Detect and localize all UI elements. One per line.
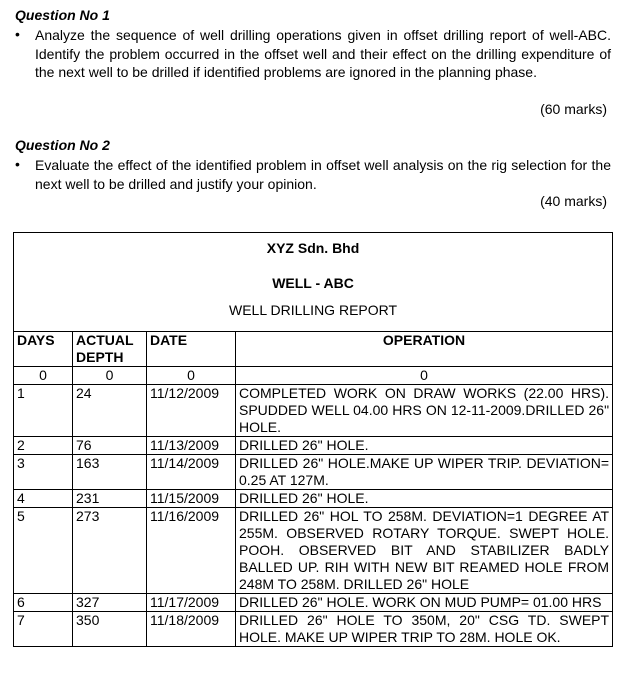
cell-operation: DRILLED 26" HOLE. [236,437,613,455]
table-row [14,367,613,385]
cell-date: 11/17/2009 [147,594,236,612]
cell-operation: DRILLED 26" HOLE TO 350M, 20" CSG TD. SWEPT HOLE. MAKE UP WIPER TRIP TO 28M. HOLE OK. [236,612,613,647]
cell-operation: DRILLED 26" HOLE. WORK ON MUD PUMP= 01.00 HRS [236,594,613,612]
cell-date: 11/18/2009 [147,612,236,647]
cell-day: 2 [14,437,73,455]
table-row [14,612,613,647]
table-row [14,385,613,437]
cell-operation: 0 [236,367,613,385]
table-row [14,594,613,612]
table-row [14,455,613,490]
well-name: WELL - ABC [272,275,354,291]
table-row [14,437,613,455]
question-1-text: Analyze the sequence of well drilling operations given in offset drilling report of well-ABC. Identify the problem occurred in the offset well and their effect on the drilling expenditure of the next well to be drilled if identified problems are ignored in the planning phase. [35,27,611,80]
cell-depth: 350 [73,612,147,647]
question-2-marks: (40 marks) [540,193,607,209]
cell-day: 3 [14,455,73,490]
cell-depth: 273 [73,508,147,594]
cell-day: 1 [14,385,73,437]
cell-depth: 231 [73,490,147,508]
column-header-days: DAYS [14,332,73,367]
question-2-text: Evaluate the effect of the identified problem in offset well analysis on the rig selection for the next well to be drilled and justify your opinion. [35,157,611,192]
company-name: XYZ Sdn. Bhd [266,240,360,256]
question-1-marks: (60 marks) [540,101,607,117]
cell-depth: 0 [73,367,147,385]
cell-day: 6 [14,594,73,612]
cell-depth: 76 [73,437,147,455]
cell-date: 0 [147,367,236,385]
cell-depth: 163 [73,455,147,490]
question-2-title: Question No 2 [15,137,110,153]
report-header-row [14,233,613,332]
cell-day: 4 [14,490,73,508]
cell-depth: 327 [73,594,147,612]
cell-date: 11/15/2009 [147,490,236,508]
cell-operation: DRILLED 26" HOLE. [236,490,613,508]
cell-date: 11/16/2009 [147,508,236,594]
table-row [14,490,613,508]
report-header [14,233,613,332]
column-header-date: DATE [147,332,236,367]
question-2-bullet: • [15,156,20,172]
cell-operation: DRILLED 26" HOL TO 258M. DEVIATION=1 DEGREE AT 255M. OBSERVED ROTARY TORQUE. SWEPT HOLE. POOH. OBSERVED BIT AND STABILIZER BADLY BALLED UP. RIH WITH NEW BIT REAMED HOLE FROM 248M TO 258M. DRILLED 26" HOLE [236,508,613,594]
cell-day: 0 [14,367,73,385]
column-header-row [14,332,613,367]
column-header-operation: OPERATION [236,332,613,367]
cell-date: 11/13/2009 [147,437,236,455]
cell-day: 7 [14,612,73,647]
cell-date: 11/14/2009 [147,455,236,490]
cell-day: 5 [14,508,73,594]
question-1-title: Question No 1 [15,7,110,23]
cell-date: 11/12/2009 [147,385,236,437]
cell-operation: DRILLED 26" HOLE.MAKE UP WIPER TRIP. DEVIATION= 0.25 AT 127M. [236,455,613,490]
report-title: WELL DRILLING REPORT [229,302,398,318]
cell-depth: 24 [73,385,147,437]
question-1-bullet: • [15,26,20,42]
drilling-report-table [13,232,613,647]
table-row [14,508,613,594]
column-header-depth: ACTUAL DEPTH [73,332,147,367]
cell-operation: COMPLETED WORK ON DRAW WORKS (22.00 HRS). SPUDDED WELL 04.00 HRS ON 12-11-2009.DRILLED 26" HOLE. [236,385,613,437]
report-body [14,367,613,647]
